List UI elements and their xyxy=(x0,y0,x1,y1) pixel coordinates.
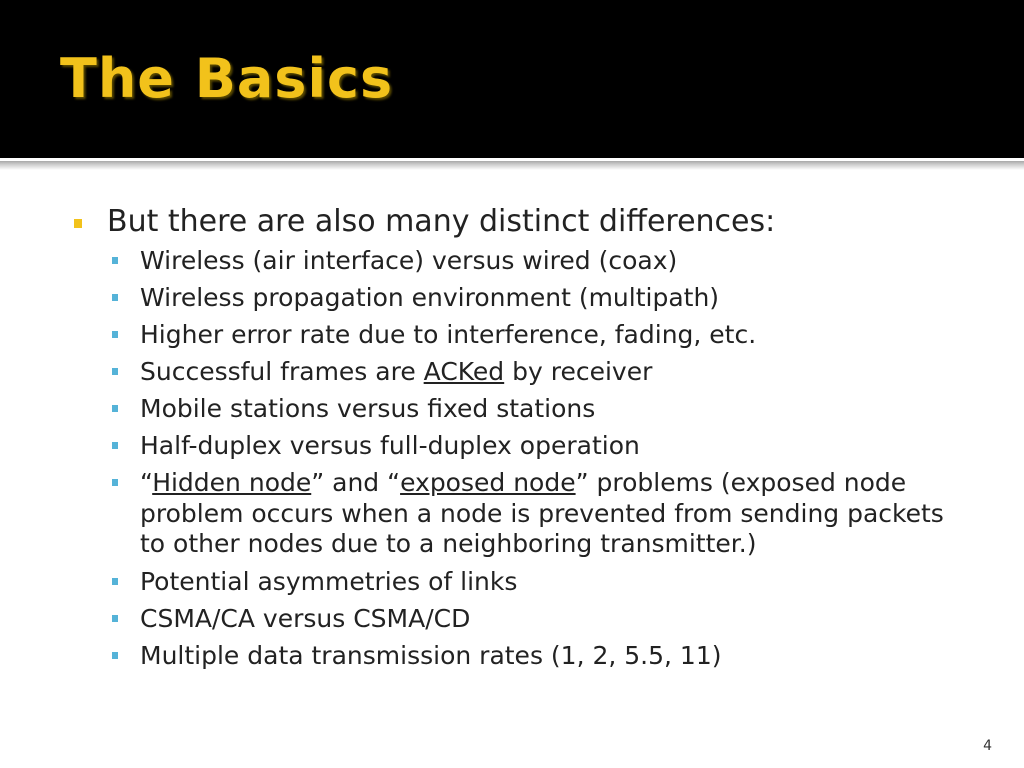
sub-bullet-text: Half-duplex versus full-duplex operation xyxy=(140,431,640,460)
sub-bullet-text: Potential asymmetries of links xyxy=(140,566,518,596)
square-bullet-icon xyxy=(112,652,118,659)
square-bullet-icon xyxy=(112,442,118,449)
sub-bullet-text: Wireless (air interface) versus wired (coax) xyxy=(140,246,678,275)
square-bullet-icon xyxy=(112,615,118,622)
sub-bullet-item xyxy=(112,641,962,671)
square-bullet-icon xyxy=(112,368,118,375)
text-span: “ xyxy=(140,468,153,497)
square-bullet-icon xyxy=(74,219,82,228)
text-span: ” and “ xyxy=(311,468,401,497)
sub-bullet-item xyxy=(112,283,962,313)
square-bullet-icon xyxy=(112,405,118,412)
main-bullet-text: But there are also many distinct differences: xyxy=(107,204,776,239)
square-bullet-icon xyxy=(112,294,118,301)
square-bullet-icon xyxy=(112,479,118,486)
title-divider xyxy=(0,158,1024,170)
sub-bullet-item xyxy=(112,468,962,560)
sub-bullet-text: Wireless propagation environment (multipath) xyxy=(140,283,720,312)
sub-bullet-item xyxy=(112,357,962,387)
sub-bullet-item xyxy=(112,320,962,350)
exposed-node-link[interactable]: exposed node xyxy=(400,468,576,497)
sub-bullet-item xyxy=(112,567,962,597)
sub-bullet-list xyxy=(112,246,962,678)
text-span: by receiver xyxy=(504,357,653,386)
sub-bullet-text: CSMA/CA versus CSMA/CD xyxy=(140,603,471,633)
square-bullet-icon xyxy=(112,331,118,338)
hidden-node-link[interactable]: Hidden node xyxy=(152,468,312,497)
sub-bullet-item xyxy=(112,246,962,276)
sub-bullet-item xyxy=(112,604,962,634)
sub-bullet-text: Multiple data transmission rates (1, 2, 5.5, 11) xyxy=(140,640,722,670)
square-bullet-icon xyxy=(112,257,118,264)
sub-bullet-text xyxy=(140,468,962,560)
page-number: 4 xyxy=(983,738,992,754)
sub-bullet-item xyxy=(112,394,962,424)
slide-title: The Basics xyxy=(60,47,394,110)
main-bullet xyxy=(74,205,775,238)
square-bullet-icon xyxy=(112,578,118,585)
text-span: Successful frames are xyxy=(140,357,424,386)
text-span: ” problems (exposed node problem occurs when a node is prevented from sending packets to other nodes due to a neighboring transmitter.) xyxy=(140,468,944,558)
acked-link[interactable]: ACKed xyxy=(423,357,505,386)
sub-bullet-text xyxy=(140,357,652,387)
sub-bullet-text: Mobile stations versus fixed stations xyxy=(140,394,596,423)
sub-bullet-item xyxy=(112,431,962,461)
sub-bullet-text: Higher error rate due to interference, fading, etc. xyxy=(140,320,757,349)
